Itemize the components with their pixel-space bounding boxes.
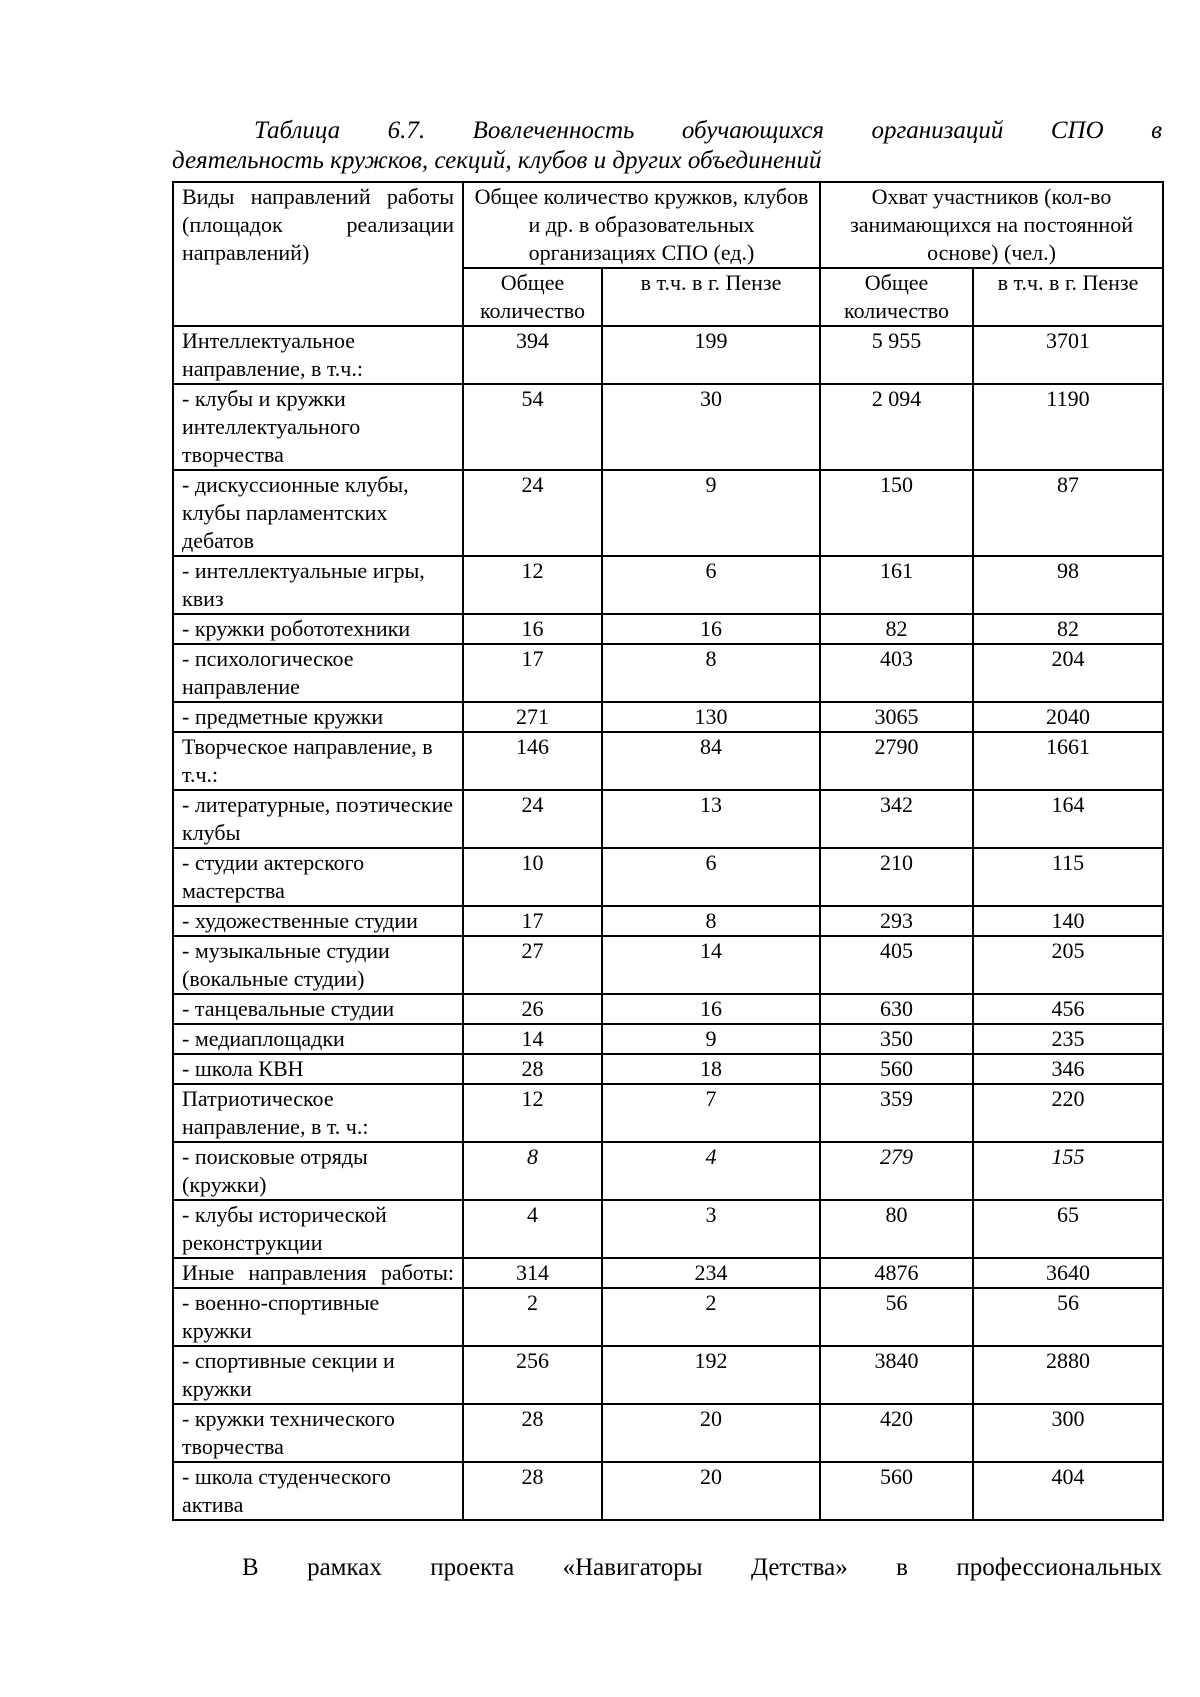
cell-value: 28 — [463, 1404, 602, 1462]
cell-value: 3065 — [820, 702, 973, 732]
cell-value: 10 — [463, 848, 602, 906]
cell-value: 84 — [602, 732, 820, 790]
cell-value: 456 — [973, 994, 1163, 1024]
cell-value: 146 — [463, 732, 602, 790]
cell-value: 56 — [820, 1288, 973, 1346]
row-name: Иные направления работы: — [173, 1258, 463, 1288]
cell-value: 342 — [820, 790, 973, 848]
sub-header: Общее количество — [463, 268, 602, 326]
cell-value: 140 — [973, 906, 1163, 936]
table-row — [173, 556, 1163, 614]
cell-value: 3840 — [820, 1346, 973, 1404]
cell-value: 164 — [973, 790, 1163, 848]
caption-line-2: деятельность кружков, секций, клубов и других объединений — [172, 147, 822, 174]
table-row — [173, 702, 1163, 732]
cell-value: 205 — [973, 936, 1163, 994]
table-row — [173, 790, 1163, 848]
cell-value: 300 — [973, 1404, 1163, 1462]
cell-value: 3640 — [973, 1258, 1163, 1288]
cell-value: 7 — [602, 1084, 820, 1142]
cell-value: 420 — [820, 1404, 973, 1462]
table-row — [173, 1462, 1163, 1520]
cell-value: 82 — [820, 614, 973, 644]
cell-value: 9 — [602, 1024, 820, 1054]
cell-value: 8 — [602, 906, 820, 936]
row-name: - школа студенческого актива — [173, 1462, 463, 1520]
cell-value: 234 — [602, 1258, 820, 1288]
row-name: - школа КВН — [173, 1054, 463, 1084]
table-row — [173, 906, 1163, 936]
row-name: - художественные студии — [173, 906, 463, 936]
cell-value: 18 — [602, 1054, 820, 1084]
table-row — [173, 936, 1163, 994]
cell-value: 150 — [820, 470, 973, 556]
cell-value: 65 — [973, 1200, 1163, 1258]
row-name: - психологическое направление — [173, 644, 463, 702]
cell-value: 403 — [820, 644, 973, 702]
table-row — [173, 1054, 1163, 1084]
group-header-count: Общее количество кружков, клубов и др. в образовательных организациях СПО (ед.) — [463, 182, 820, 268]
cell-value: 630 — [820, 994, 973, 1024]
cell-value: 161 — [820, 556, 973, 614]
table-row — [173, 1024, 1163, 1054]
cell-value: 4 — [602, 1142, 820, 1200]
cell-value: 28 — [463, 1054, 602, 1084]
cell-value: 405 — [820, 936, 973, 994]
sub-header: в т.ч. в г. Пензе — [973, 268, 1163, 326]
row-name: - дискуссионные клубы, клубы парламентских дебатов — [173, 470, 463, 556]
table-row — [173, 1142, 1163, 1200]
cell-value: 4 — [463, 1200, 602, 1258]
cell-value: 98 — [973, 556, 1163, 614]
cell-value: 16 — [602, 994, 820, 1024]
cell-value: 293 — [820, 906, 973, 936]
row-name: - клубы исторической реконструкции — [173, 1200, 463, 1258]
row-name: - предметные кружки — [173, 702, 463, 732]
cell-value: 56 — [973, 1288, 1163, 1346]
cell-value: 115 — [973, 848, 1163, 906]
cell-value: 130 — [602, 702, 820, 732]
cell-value: 220 — [973, 1084, 1163, 1142]
table-row — [173, 1404, 1163, 1462]
cell-value: 27 — [463, 936, 602, 994]
cell-value: 24 — [463, 790, 602, 848]
cell-value: 404 — [973, 1462, 1163, 1520]
group-header-participants: Охват участников (кол-во занимающихся на постоянной основе) (чел.) — [820, 182, 1163, 268]
cell-value: 1661 — [973, 732, 1163, 790]
caption-line-1: Таблица 6.7. Вовлеченность обучающихся организаций СПО в — [254, 117, 1162, 144]
cell-value: 271 — [463, 702, 602, 732]
cell-value: 279 — [820, 1142, 973, 1200]
table-row — [173, 1200, 1163, 1258]
cell-value: 82 — [973, 614, 1163, 644]
row-name: - поисковые отряды (кружки) — [173, 1142, 463, 1200]
cell-value: 8 — [463, 1142, 602, 1200]
sub-header: в т.ч. в г. Пензе — [602, 268, 820, 326]
row-name: - музыкальные студии (вокальные студии) — [173, 936, 463, 994]
table-row — [173, 1288, 1163, 1346]
cell-value: 20 — [602, 1404, 820, 1462]
body-paragraph: В рамках проекта «Навигаторы Детства» в профессиональных — [242, 1554, 1162, 1581]
cell-value: 26 — [463, 994, 602, 1024]
table-row — [173, 1084, 1163, 1142]
cell-value: 5 955 — [820, 326, 973, 384]
row-name: - интеллектуальные игры, квиз — [173, 556, 463, 614]
cell-value: 346 — [973, 1054, 1163, 1084]
cell-value: 192 — [602, 1346, 820, 1404]
row-name: Творческое направление, в т.ч.: — [173, 732, 463, 790]
cell-value: 17 — [463, 644, 602, 702]
cell-value: 28 — [463, 1462, 602, 1520]
row-name: - кружки технического творчества — [173, 1404, 463, 1462]
cell-value: 2 — [602, 1288, 820, 1346]
table-row — [173, 848, 1163, 906]
cell-value: 560 — [820, 1462, 973, 1520]
cell-value: 14 — [463, 1024, 602, 1054]
cell-value: 6 — [602, 556, 820, 614]
sub-header: Общее количество — [820, 268, 973, 326]
cell-value: 16 — [602, 614, 820, 644]
cell-value: 3 — [602, 1200, 820, 1258]
table-row — [173, 644, 1163, 702]
cell-value: 235 — [973, 1024, 1163, 1054]
table-caption — [172, 116, 1162, 176]
cell-value: 4876 — [820, 1258, 973, 1288]
table-row — [173, 326, 1163, 384]
cell-value: 16 — [463, 614, 602, 644]
cell-value: 80 — [820, 1200, 973, 1258]
cell-value: 24 — [463, 470, 602, 556]
row-name: - спортивные секции и кружки — [173, 1346, 463, 1404]
cell-value: 13 — [602, 790, 820, 848]
cell-value: 6 — [602, 848, 820, 906]
cell-value: 30 — [602, 384, 820, 470]
row-name: - медиаплощадки — [173, 1024, 463, 1054]
cell-value: 314 — [463, 1258, 602, 1288]
cell-value: 17 — [463, 906, 602, 936]
cell-value: 2 094 — [820, 384, 973, 470]
cell-value: 14 — [602, 936, 820, 994]
cell-value: 87 — [973, 470, 1163, 556]
cell-value: 3701 — [973, 326, 1163, 384]
cell-value: 256 — [463, 1346, 602, 1404]
cell-value: 199 — [602, 326, 820, 384]
cell-value: 155 — [973, 1142, 1163, 1200]
table-row — [173, 732, 1163, 790]
row-name: - кружки робототехники — [173, 614, 463, 644]
cell-value: 210 — [820, 848, 973, 906]
cell-value: 2 — [463, 1288, 602, 1346]
cell-value: 350 — [820, 1024, 973, 1054]
table-row — [173, 384, 1163, 470]
cell-value: 560 — [820, 1054, 973, 1084]
cell-value: 8 — [602, 644, 820, 702]
row-name: - литературные, поэтические клубы — [173, 790, 463, 848]
involvement-table — [172, 181, 1164, 1521]
row-name: - танцевальные студии — [173, 994, 463, 1024]
row-name: - студии актерского мастерства — [173, 848, 463, 906]
table-row — [173, 994, 1163, 1024]
cell-value: 1190 — [973, 384, 1163, 470]
cell-value: 394 — [463, 326, 602, 384]
cell-value: 12 — [463, 1084, 602, 1142]
table-row — [173, 1346, 1163, 1404]
table-row — [173, 1258, 1163, 1288]
header-row-groups — [173, 182, 1163, 268]
row-name: Патриотическое направление, в т. ч.: — [173, 1084, 463, 1142]
row-name: Интеллектуальное направление, в т.ч.: — [173, 326, 463, 384]
row-name: - военно-спортивные кружки — [173, 1288, 463, 1346]
cell-value: 54 — [463, 384, 602, 470]
table-row — [173, 470, 1163, 556]
corner-header: Виды направлений работы (площадок реализации направлений) — [173, 182, 463, 326]
cell-value: 359 — [820, 1084, 973, 1142]
row-name: - клубы и кружки интеллектуального творчества — [173, 384, 463, 470]
cell-value: 204 — [973, 644, 1163, 702]
cell-value: 2880 — [973, 1346, 1163, 1404]
table-row — [173, 614, 1163, 644]
cell-value: 2040 — [973, 702, 1163, 732]
cell-value: 20 — [602, 1462, 820, 1520]
cell-value: 2790 — [820, 732, 973, 790]
cell-value: 12 — [463, 556, 602, 614]
cell-value: 9 — [602, 470, 820, 556]
